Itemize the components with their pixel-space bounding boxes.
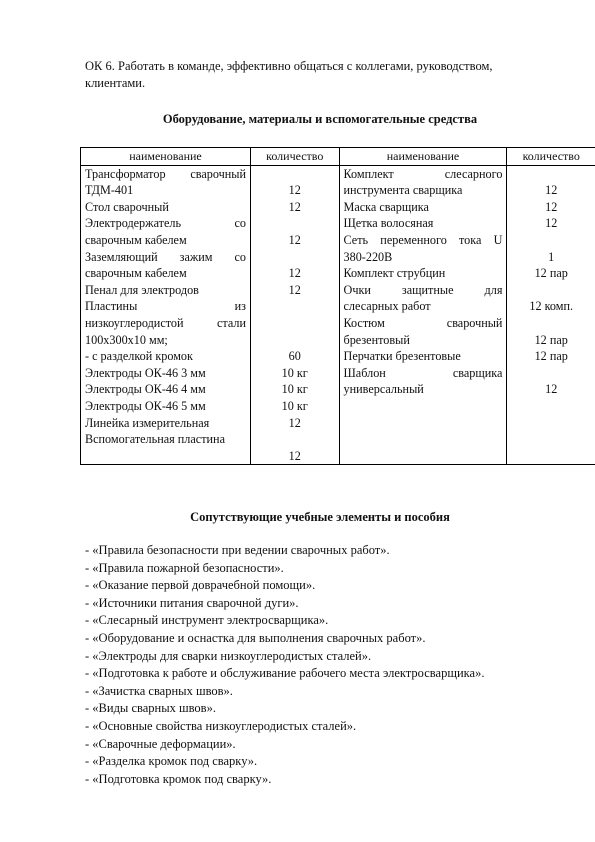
table-cell-line: Пластины из <box>85 299 246 314</box>
list-item: - «Источники питания сварочной дуги». <box>85 595 299 610</box>
table-cell-line <box>511 365 591 382</box>
table-cell-line <box>255 431 335 448</box>
table-cell-line <box>344 431 503 448</box>
table-cell-line: Перчатки брезентовые <box>343 349 461 364</box>
column-header-qty-left: количество <box>250 148 339 166</box>
table-cell-line: - с разделкой кромок <box>85 349 193 364</box>
table-cell-line <box>344 448 503 465</box>
table-cell-line <box>511 448 591 465</box>
table-cell-line: Маска сварщика <box>343 199 429 214</box>
column-header-qty-right: количество <box>507 148 595 166</box>
table-cell-line: 1 <box>548 249 555 264</box>
intro-line-2: клиентами. <box>85 76 146 90</box>
table-cell-line: Щетка волосяная <box>343 216 434 231</box>
list-item: - «Электроды для сварки низкоуглеродистых сталей». <box>85 648 372 663</box>
table-cell-line <box>255 298 335 315</box>
table-cell-line <box>511 431 591 448</box>
table-cell-line: Заземляющий зажим со <box>85 249 246 264</box>
table-cell-line: универсальный <box>343 382 424 397</box>
table-cell-line: инструмента сварщика <box>343 183 463 198</box>
table-cell-line <box>511 315 591 332</box>
list-item: - «Виды сварных швов». <box>85 701 216 716</box>
table-cell-line: 12 <box>288 415 301 430</box>
table-cell-line: 12 <box>288 266 301 281</box>
table-cell-line <box>511 415 591 432</box>
list-item: - «Оборудование и оснастка для выполнения сварочных работ». <box>85 630 426 645</box>
list-item: - «Правила безопасности при ведении сварочных работ». <box>85 543 390 557</box>
table-cell-line: 10 кг <box>281 365 308 380</box>
table-cell-line: брезентовый <box>343 332 410 347</box>
table-cell-line <box>255 315 335 332</box>
table-cell-line: Сеть переменного тока U <box>343 232 503 247</box>
list-item: - «Правила пожарной безопасности». <box>85 560 284 575</box>
table-cell-line: 12 <box>545 199 558 214</box>
table-header-row <box>81 148 595 166</box>
left-names-cell <box>81 165 251 465</box>
table-cell-line <box>344 415 503 432</box>
list-item: - «Зачистка сварных швов». <box>85 683 233 698</box>
table-cell-line: 10 кг <box>281 398 308 413</box>
list-item: - «Разделка кромок под сварку». <box>85 754 258 769</box>
table-cell-line <box>255 249 335 266</box>
table-cell-line: 12 <box>288 199 301 214</box>
table-cell-line: слесарных работ <box>343 299 431 314</box>
table-cell-line <box>255 332 335 349</box>
list-item: - «Подготовка кромок под сварку». <box>85 771 272 786</box>
table-cell-line: 12 <box>288 183 301 198</box>
table-cell-line: Электродержатель со <box>85 216 246 231</box>
table-cell-line: Трансформатор сварочный <box>85 166 246 181</box>
table-cell-line: Электроды ОК-46 4 мм <box>85 382 206 397</box>
table-cell-line: Комплект струбцин <box>343 266 446 281</box>
table-cell-line: 12 пар <box>534 266 568 281</box>
column-header-name-left: наименование <box>81 148 251 166</box>
table-cell-line: сварочным кабелем <box>85 266 187 281</box>
table-cell-line: 12 <box>288 232 301 247</box>
table-cell-line: 100х300х10 мм; <box>85 332 168 347</box>
table-cell-line <box>255 215 335 232</box>
table-cell-line: низкоуглеродистой стали <box>85 315 246 330</box>
table-cell-line <box>344 398 503 415</box>
table-cell-line: Вспомогательная пластина <box>85 432 225 447</box>
table-cell-line <box>511 398 591 415</box>
column-header-name-right: наименование <box>339 148 507 166</box>
table-cell-line: Электроды ОК-46 5 мм <box>85 398 206 413</box>
table-cell-line <box>511 166 591 183</box>
table-cell-line <box>511 282 591 299</box>
table-cell-line: Пенал для электродов <box>85 282 199 297</box>
list-item: - «Оказание первой доврачебной помощи». <box>85 578 316 593</box>
table-cell-line <box>255 166 335 183</box>
equipment-heading: Оборудование, материалы и вспомогательные средства <box>162 112 478 126</box>
right-names-cell <box>339 165 507 465</box>
table-cell-line: 12 <box>545 382 558 397</box>
table-cell-line: 12 комп. <box>529 299 574 314</box>
table-cell-line: Электроды ОК-46 3 мм <box>85 365 206 380</box>
list-item: - «Сварочные деформации». <box>85 736 236 751</box>
table-cell-line: сварочным кабелем <box>85 232 187 247</box>
table-cell-line: 12 пар <box>534 332 568 347</box>
right-quantities-cell <box>507 165 595 465</box>
equipment-table <box>80 147 595 465</box>
table-cell-line: 380-220В <box>343 249 393 264</box>
table-cell-line: 12 пар <box>534 349 568 364</box>
list-item: - «Подготовка к работе и обслуживание рабочего места электросварщика». <box>85 666 485 681</box>
table-cell-line: Комплект слесарного <box>343 166 503 181</box>
aids-list <box>85 542 484 788</box>
list-item: - «Основные свойства низкоуглеродистых сталей». <box>85 718 357 733</box>
table-cell-line: 12 <box>288 448 301 463</box>
list-item: - «Слесарный инструмент электросварщика». <box>85 613 329 628</box>
table-cell-line: 10 кг <box>281 382 308 397</box>
intro-line-1: ОК 6. Работать в команде, эффективно общаться с коллегами, руководством, <box>85 59 493 73</box>
table-cell-line: ТДМ-401 <box>85 183 134 198</box>
table-row <box>81 165 595 465</box>
table-cell-line: Костюм сварочный <box>343 315 503 330</box>
table-cell-line: 12 <box>288 282 301 297</box>
table-cell-line <box>511 232 591 249</box>
table-cell-line: 12 <box>545 183 558 198</box>
left-quantities-cell <box>250 165 339 465</box>
table-cell-line: Очки защитные для <box>343 282 503 297</box>
table-cell-line: Шаблон сварщика <box>343 365 503 380</box>
intro-paragraph <box>85 58 555 92</box>
table-cell-line: 12 <box>545 216 558 231</box>
table-cell-line: 60 <box>288 349 301 364</box>
table-cell-line: Линейка измерительная <box>85 415 210 430</box>
aids-heading: Сопутствующие учебные элементы и пособия <box>190 510 450 524</box>
table-cell-line: Стол сварочный <box>85 199 169 214</box>
table-cell-line <box>85 448 246 465</box>
